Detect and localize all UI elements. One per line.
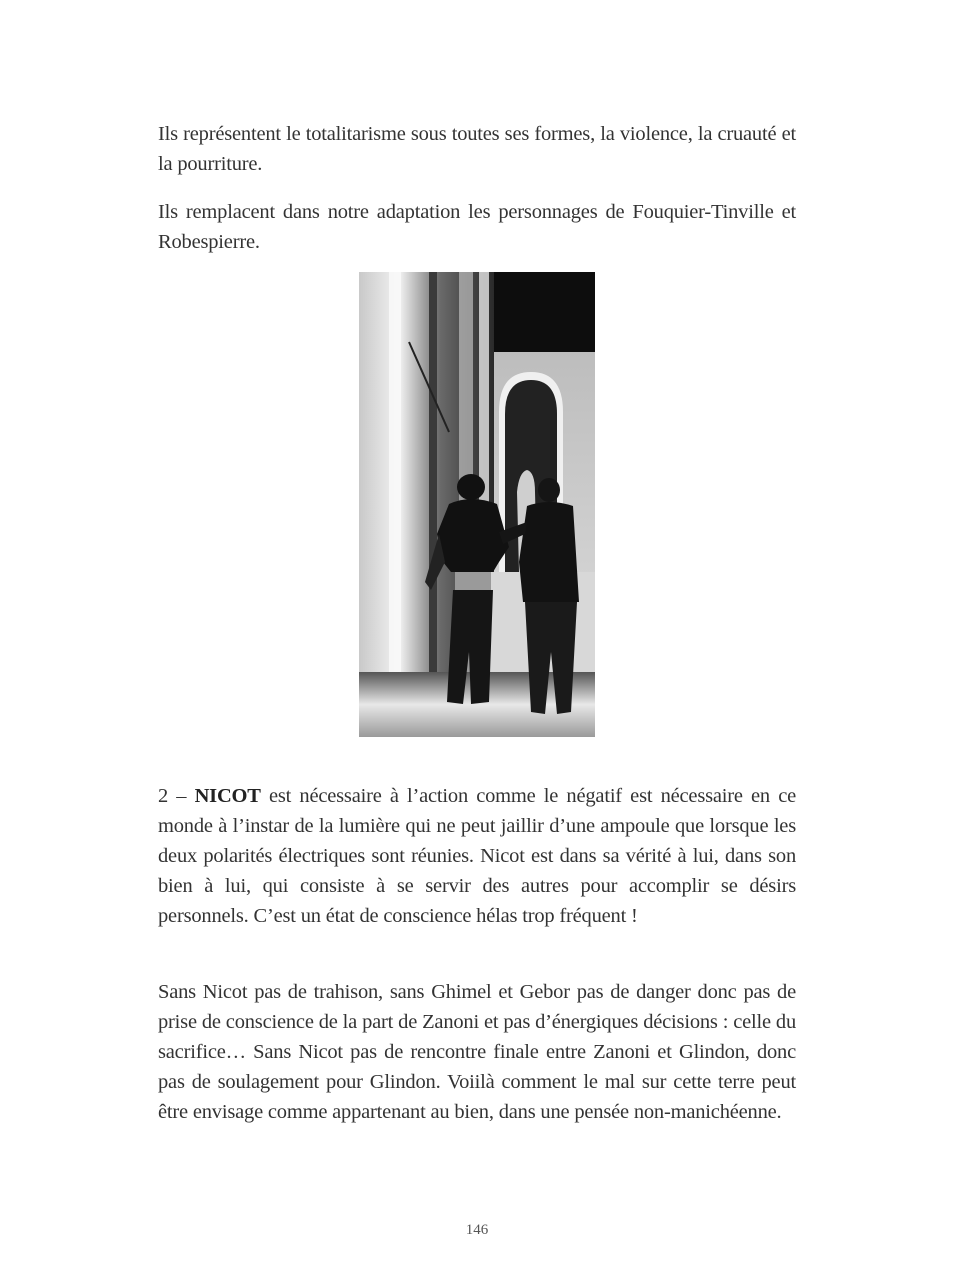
page-number: 146 (465, 1222, 489, 1238)
paragraph-nicot (158, 781, 796, 931)
paragraph-nicot-text: est nécessaire à l’action comme le négatif est nécessaire en ce monde à l’instar de la lumière qui ne peut jaillir d’une ampoule que lorsque les deux polarités électriques sont réunies. Nicot est dans sa vérité à lui, dans son bien à lui, qui consiste à se servir des autres pour accomplir se désirs personnels. C’est un état de conscience hélas trop fréquent ! (158, 785, 796, 927)
paragraph-remplacent: Ils remplacent dans notre adaptation les personnages de Fouquier-Tinville et Robespierre. (158, 201, 796, 253)
character-name-nicot: NICOT (194, 785, 261, 807)
photo-illustration (359, 272, 595, 737)
black-and-white-photo (359, 272, 595, 737)
paragraph-totalitarisme: Ils représentent le totalitarisme sous toutes ses formes, la violence, la cruauté et la pourriture. (158, 123, 796, 175)
paragraph-sans-nicot: Sans Nicot pas de trahison, sans Ghimel et Gebor pas de danger donc pas de prise de conscience de la part de Zanoni et pas d’énergiques décisions : celle du sacrifice… Sans Nicot pas de rencontre finale entre Zanoni et Glindon, donc pas de soulagement pour Glindon. Voiilà comment le mal sur cette terre peut être envisage comme appartenant au bien, dans une pensée non-manichéenne. (158, 981, 796, 1123)
paragraph-number: 2 – (158, 785, 195, 807)
